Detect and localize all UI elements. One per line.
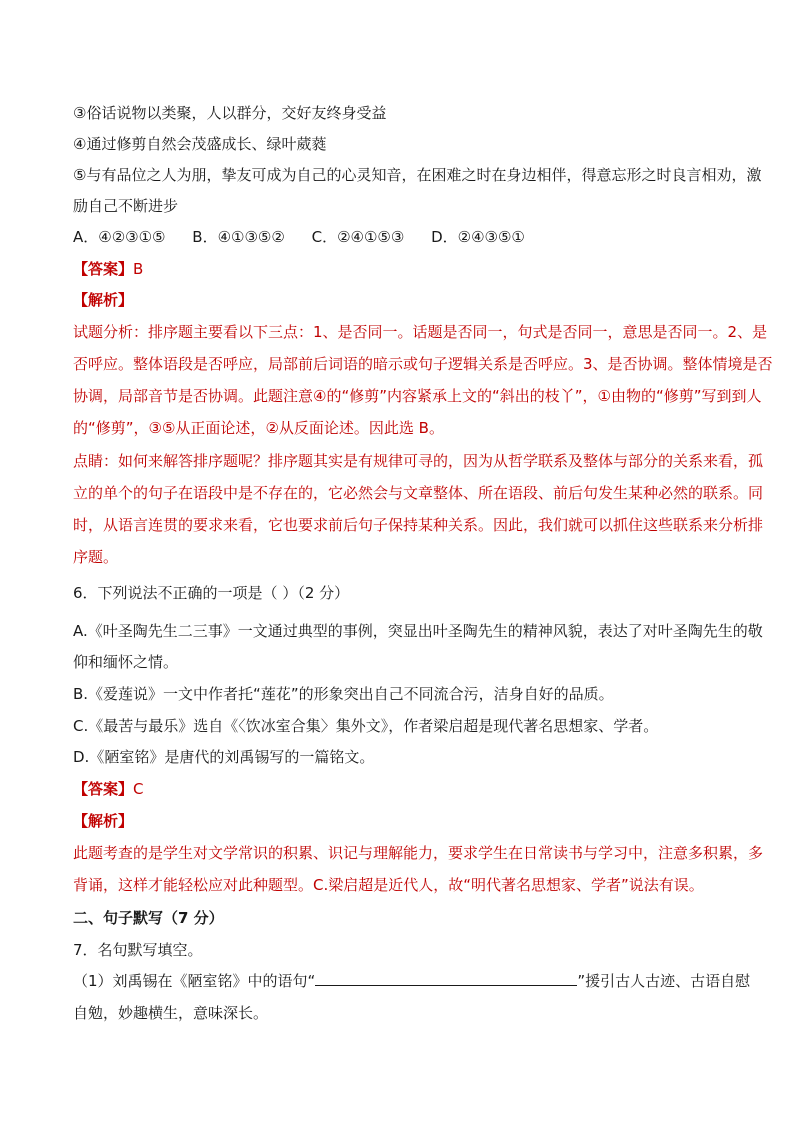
fill-blank[interactable] (315, 971, 577, 986)
option-a: A．④②③①⑤ (73, 228, 166, 246)
q5-item-5-line1: ⑤与有品位之人为朋，挚友可成为自己的心灵知音，在困难之时在身边相伴，得意忘形之时良言相劝，激 (73, 166, 762, 184)
q7-1-prefix: （1）刘禹锡在《陋室铭》中的语句“ (73, 972, 316, 990)
q6-option-d: D.《陋室铭》是唐代的刘禹锡写的一篇铭文。 (73, 748, 375, 766)
answer-value: B (133, 260, 144, 278)
q6-option-c: C.《最苦与最乐》选自《〈饮冰室合集〉集外文》，作者梁启超是现代著名思想家、学者。 (73, 717, 659, 735)
q5-analysis-tag (73, 290, 133, 310)
option-d: D．②④③⑤① (431, 228, 525, 246)
q5-analysis-line: 时，从语言连贯的要求来看，它也要求前后句子保持某种关系。因此，我们就可以抓住这些联系来分析排 (73, 516, 764, 534)
q5-answer (73, 259, 143, 279)
section-heading: 二、句子默写（7 分） (73, 909, 224, 927)
q6-answer (73, 779, 144, 799)
analysis-tag: 【解析】 (73, 812, 134, 830)
q5-analysis-line: 序题。 (73, 548, 119, 566)
q5-analysis-line: 点睛：如何来解答排序题呢？排序题其实是有规律可寻的，因为从哲学联系及整体与部分的关系来看，孤 (73, 452, 764, 470)
q7-stem: 7．名句默写填空。 (73, 941, 203, 959)
q7-1-line1 (73, 971, 750, 991)
q5-item-3: ③俗话说物以类聚，人以群分，交好友终身受益 (73, 104, 387, 122)
q5-item-5-line2: 励自己不断进步 (73, 197, 179, 215)
q6-analysis-line: 背诵，这样才能轻松应对此种题型。C.梁启超是近代人，故“明代著名思想家、学者”说法有误。 (73, 876, 704, 894)
answer-tag: 【答案】 (73, 260, 134, 278)
q5-analysis-line: 立的单个的句子在语段中是不存在的，它必然会与文章整体、所在语段、前后句发生某种必然的联系。同 (73, 484, 764, 502)
q6-option-b: B.《爱莲说》一文中作者托“莲花”的形象突出自己不同流合污，洁身自好的品质。 (73, 685, 614, 703)
q6-analysis-line: 此题考查的是学生对文学常识的积累、识记与理解能力，要求学生在日常读书与学习中，注意多积累，多 (73, 844, 764, 862)
option-c: C．②④①⑤③ (311, 228, 405, 246)
q5-analysis-line: 试题分析：排序题主要看以下三点：1、是否同一。话题是否同一，句式是否同一，意思是否同一。2、是 (73, 323, 768, 341)
option-b: B．④①③⑤② (192, 228, 285, 246)
q5-analysis-line: 否呼应。整体语段是否呼应，局部前后词语的暗示或句子逻辑关系是否呼应。3、是否协调。整体情境是否 (73, 355, 773, 373)
q6-option-a-line1: A.《叶圣陶先生二三事》一文通过典型的事例，突显出叶圣陶先生的精神风貌，表达了对叶圣陶先生的敬 (73, 622, 763, 640)
q6-stem: 6．下列说法不正确的一项是（ ）（2 分） (73, 584, 350, 602)
q7-1-suffix: ”援引古人古迹、古语自慰 (577, 972, 751, 990)
q6-option-a-line2: 仰和缅怀之情。 (73, 653, 179, 671)
answer-tag: 【答案】 (73, 780, 134, 798)
q5-analysis-line: 的“修剪”，③⑤从正面论述，②从反面论述。因此选 B。 (73, 419, 444, 437)
q5-analysis-line: 协调，局部音节是否协调。此题注意④的“修剪”内容紧承上文的“斜出的枝丫”，①由物的“修剪”写到到人 (73, 387, 762, 405)
q5-options (73, 227, 547, 247)
answer-value: C (133, 780, 144, 798)
q5-item-4: ④通过修剪自然会茂盛成长、绿叶葳蕤 (73, 135, 327, 153)
q6-analysis-tag (73, 811, 133, 831)
q7-1-line2: 自勉，妙趣横生，意味深长。 (73, 1004, 269, 1022)
analysis-tag: 【解析】 (73, 291, 134, 309)
